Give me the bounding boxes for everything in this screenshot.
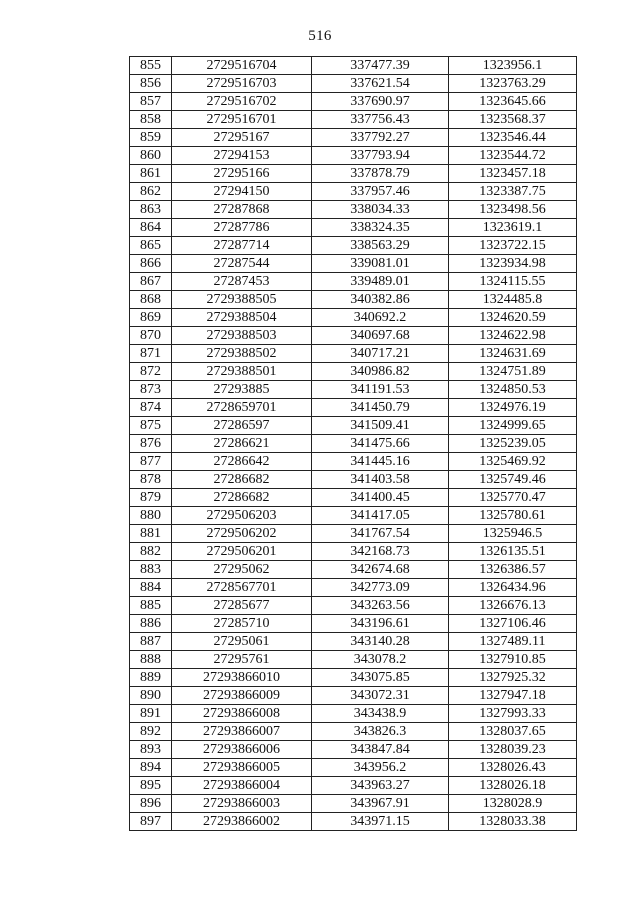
table-row [130,651,577,669]
y-coordinate-cell: 1328026.18 [449,777,577,795]
row-number-cell: 882 [130,543,172,561]
x-coordinate-cell: 337878.79 [312,165,449,183]
row-number-cell: 885 [130,597,172,615]
point-id-cell: 27287868 [172,201,312,219]
row-number-cell: 877 [130,453,172,471]
point-id-cell: 27293866007 [172,723,312,741]
x-coordinate-cell: 343967.91 [312,795,449,813]
x-coordinate-cell: 337793.94 [312,147,449,165]
x-coordinate-cell: 343196.61 [312,615,449,633]
table-row [130,813,577,831]
point-id-cell: 2729388504 [172,309,312,327]
table-row [130,525,577,543]
y-coordinate-cell: 1323546.44 [449,129,577,147]
point-id-cell: 27293885 [172,381,312,399]
point-id-cell: 27285710 [172,615,312,633]
row-number-cell: 878 [130,471,172,489]
x-coordinate-cell: 341417.05 [312,507,449,525]
x-coordinate-cell: 341400.45 [312,489,449,507]
point-id-cell: 27293866002 [172,813,312,831]
x-coordinate-cell: 341191.53 [312,381,449,399]
row-number-cell: 884 [130,579,172,597]
row-number-cell: 886 [130,615,172,633]
point-id-cell: 27287714 [172,237,312,255]
row-number-cell: 874 [130,399,172,417]
point-id-cell: 2729388505 [172,291,312,309]
point-id-cell: 27293866004 [172,777,312,795]
y-coordinate-cell: 1324976.19 [449,399,577,417]
point-id-cell: 2729516703 [172,75,312,93]
x-coordinate-cell: 343438.9 [312,705,449,723]
table-row [130,561,577,579]
y-coordinate-cell: 1325946.5 [449,525,577,543]
point-id-cell: 27293866009 [172,687,312,705]
x-coordinate-cell: 337477.39 [312,57,449,75]
table-row [130,183,577,201]
row-number-cell: 862 [130,183,172,201]
x-coordinate-cell: 340697.68 [312,327,449,345]
y-coordinate-cell: 1324115.55 [449,273,577,291]
y-coordinate-cell: 1327925.32 [449,669,577,687]
row-number-cell: 858 [130,111,172,129]
y-coordinate-cell: 1323722.15 [449,237,577,255]
point-id-cell: 27295167 [172,129,312,147]
row-number-cell: 894 [130,759,172,777]
x-coordinate-cell: 338034.33 [312,201,449,219]
x-coordinate-cell: 341450.79 [312,399,449,417]
table-row [130,201,577,219]
row-number-cell: 863 [130,201,172,219]
point-id-cell: 2729388503 [172,327,312,345]
row-number-cell: 887 [130,633,172,651]
x-coordinate-cell: 339081.01 [312,255,449,273]
row-number-cell: 892 [130,723,172,741]
table-row [130,417,577,435]
y-coordinate-cell: 1324620.59 [449,309,577,327]
point-id-cell: 27286682 [172,471,312,489]
table-row [130,471,577,489]
point-id-cell: 2729516702 [172,93,312,111]
point-id-cell: 27286621 [172,435,312,453]
y-coordinate-cell: 1326676.13 [449,597,577,615]
row-number-cell: 855 [130,57,172,75]
x-coordinate-cell: 337792.27 [312,129,449,147]
y-coordinate-cell: 1323498.56 [449,201,577,219]
table-row [130,165,577,183]
y-coordinate-cell: 1323934.98 [449,255,577,273]
y-coordinate-cell: 1327993.33 [449,705,577,723]
x-coordinate-cell: 342168.73 [312,543,449,561]
row-number-cell: 870 [130,327,172,345]
y-coordinate-cell: 1324485.8 [449,291,577,309]
y-coordinate-cell: 1327947.18 [449,687,577,705]
row-number-cell: 896 [130,795,172,813]
y-coordinate-cell: 1323457.18 [449,165,577,183]
point-id-cell: 27294150 [172,183,312,201]
x-coordinate-cell: 337690.97 [312,93,449,111]
x-coordinate-cell: 343075.85 [312,669,449,687]
y-coordinate-cell: 1326135.51 [449,543,577,561]
coordinates-table [129,56,577,831]
point-id-cell: 27293866008 [172,705,312,723]
x-coordinate-cell: 343263.56 [312,597,449,615]
x-coordinate-cell: 343078.2 [312,651,449,669]
y-coordinate-cell: 1328039.23 [449,741,577,759]
point-id-cell: 2729516701 [172,111,312,129]
x-coordinate-cell: 341445.16 [312,453,449,471]
row-number-cell: 865 [130,237,172,255]
x-coordinate-cell: 343847.84 [312,741,449,759]
row-number-cell: 879 [130,489,172,507]
row-number-cell: 856 [130,75,172,93]
point-id-cell: 27287786 [172,219,312,237]
table-row [130,255,577,273]
y-coordinate-cell: 1324751.89 [449,363,577,381]
x-coordinate-cell: 342674.68 [312,561,449,579]
point-id-cell: 27287453 [172,273,312,291]
table-row [130,687,577,705]
table-row [130,399,577,417]
table-row [130,345,577,363]
table-body [130,57,577,831]
y-coordinate-cell: 1324622.98 [449,327,577,345]
table-row [130,633,577,651]
y-coordinate-cell: 1327489.11 [449,633,577,651]
point-id-cell: 27293866003 [172,795,312,813]
row-number-cell: 859 [130,129,172,147]
y-coordinate-cell: 1323956.1 [449,57,577,75]
row-number-cell: 883 [130,561,172,579]
point-id-cell: 2729506202 [172,525,312,543]
row-number-cell: 871 [130,345,172,363]
table-row [130,489,577,507]
table-row [130,129,577,147]
table-row [130,237,577,255]
y-coordinate-cell: 1326434.96 [449,579,577,597]
table-row [130,723,577,741]
table-row [130,453,577,471]
table-row [130,219,577,237]
row-number-cell: 895 [130,777,172,795]
row-number-cell: 876 [130,435,172,453]
point-id-cell: 2729388502 [172,345,312,363]
y-coordinate-cell: 1326386.57 [449,561,577,579]
table-row [130,57,577,75]
point-id-cell: 27293866005 [172,759,312,777]
table-row [130,75,577,93]
point-id-cell: 2728659701 [172,399,312,417]
y-coordinate-cell: 1325780.61 [449,507,577,525]
row-number-cell: 875 [130,417,172,435]
x-coordinate-cell: 343971.15 [312,813,449,831]
table-row [130,147,577,165]
y-coordinate-cell: 1323763.29 [449,75,577,93]
point-id-cell: 27293866006 [172,741,312,759]
x-coordinate-cell: 337621.54 [312,75,449,93]
point-id-cell: 27295062 [172,561,312,579]
point-id-cell: 27295061 [172,633,312,651]
point-id-cell: 27287544 [172,255,312,273]
row-number-cell: 897 [130,813,172,831]
row-number-cell: 890 [130,687,172,705]
point-id-cell: 27293866010 [172,669,312,687]
x-coordinate-cell: 342773.09 [312,579,449,597]
table-row [130,543,577,561]
x-coordinate-cell: 343140.28 [312,633,449,651]
x-coordinate-cell: 343963.27 [312,777,449,795]
point-id-cell: 27286642 [172,453,312,471]
y-coordinate-cell: 1328033.38 [449,813,577,831]
page-number: 516 [308,28,332,44]
table-row [130,273,577,291]
point-id-cell: 27295166 [172,165,312,183]
y-coordinate-cell: 1323387.75 [449,183,577,201]
table-row [130,309,577,327]
row-number-cell: 881 [130,525,172,543]
x-coordinate-cell: 337756.43 [312,111,449,129]
y-coordinate-cell: 1323645.66 [449,93,577,111]
table-row [130,705,577,723]
y-coordinate-cell: 1324631.69 [449,345,577,363]
table-row [130,381,577,399]
row-number-cell: 867 [130,273,172,291]
table-row [130,507,577,525]
point-id-cell: 27295761 [172,651,312,669]
y-coordinate-cell: 1323544.72 [449,147,577,165]
x-coordinate-cell: 343072.31 [312,687,449,705]
row-number-cell: 891 [130,705,172,723]
y-coordinate-cell: 1325749.46 [449,471,577,489]
row-number-cell: 873 [130,381,172,399]
table-row [130,363,577,381]
row-number-cell: 888 [130,651,172,669]
point-id-cell: 27286597 [172,417,312,435]
table-row [130,435,577,453]
x-coordinate-cell: 341403.58 [312,471,449,489]
y-coordinate-cell: 1325469.92 [449,453,577,471]
table-row [130,777,577,795]
point-id-cell: 2728567701 [172,579,312,597]
y-coordinate-cell: 1324999.65 [449,417,577,435]
x-coordinate-cell: 340382.86 [312,291,449,309]
row-number-cell: 872 [130,363,172,381]
x-coordinate-cell: 340986.82 [312,363,449,381]
point-id-cell: 2729506203 [172,507,312,525]
x-coordinate-cell: 339489.01 [312,273,449,291]
table-row [130,291,577,309]
y-coordinate-cell: 1327106.46 [449,615,577,633]
point-id-cell: 27285677 [172,597,312,615]
table-row [130,615,577,633]
y-coordinate-cell: 1328028.9 [449,795,577,813]
table-row [130,579,577,597]
x-coordinate-cell: 337957.46 [312,183,449,201]
y-coordinate-cell: 1325239.05 [449,435,577,453]
row-number-cell: 866 [130,255,172,273]
y-coordinate-cell: 1324850.53 [449,381,577,399]
x-coordinate-cell: 343956.2 [312,759,449,777]
row-number-cell: 868 [130,291,172,309]
x-coordinate-cell: 340717.21 [312,345,449,363]
y-coordinate-cell: 1325770.47 [449,489,577,507]
row-number-cell: 861 [130,165,172,183]
point-id-cell: 2729388501 [172,363,312,381]
x-coordinate-cell: 340692.2 [312,309,449,327]
table-row [130,597,577,615]
y-coordinate-cell: 1327910.85 [449,651,577,669]
x-coordinate-cell: 338324.35 [312,219,449,237]
row-number-cell: 889 [130,669,172,687]
table-row [130,93,577,111]
row-number-cell: 869 [130,309,172,327]
y-coordinate-cell: 1328026.43 [449,759,577,777]
row-number-cell: 864 [130,219,172,237]
point-id-cell: 27294153 [172,147,312,165]
row-number-cell: 860 [130,147,172,165]
table-row [130,795,577,813]
row-number-cell: 880 [130,507,172,525]
row-number-cell: 857 [130,93,172,111]
table-row [130,669,577,687]
x-coordinate-cell: 341767.54 [312,525,449,543]
row-number-cell: 893 [130,741,172,759]
table-row [130,741,577,759]
y-coordinate-cell: 1328037.65 [449,723,577,741]
x-coordinate-cell: 341475.66 [312,435,449,453]
y-coordinate-cell: 1323568.37 [449,111,577,129]
x-coordinate-cell: 338563.29 [312,237,449,255]
y-coordinate-cell: 1323619.1 [449,219,577,237]
table-row [130,327,577,345]
point-id-cell: 27286682 [172,489,312,507]
point-id-cell: 2729506201 [172,543,312,561]
table-row [130,111,577,129]
x-coordinate-cell: 341509.41 [312,417,449,435]
x-coordinate-cell: 343826.3 [312,723,449,741]
point-id-cell: 2729516704 [172,57,312,75]
table-row [130,759,577,777]
